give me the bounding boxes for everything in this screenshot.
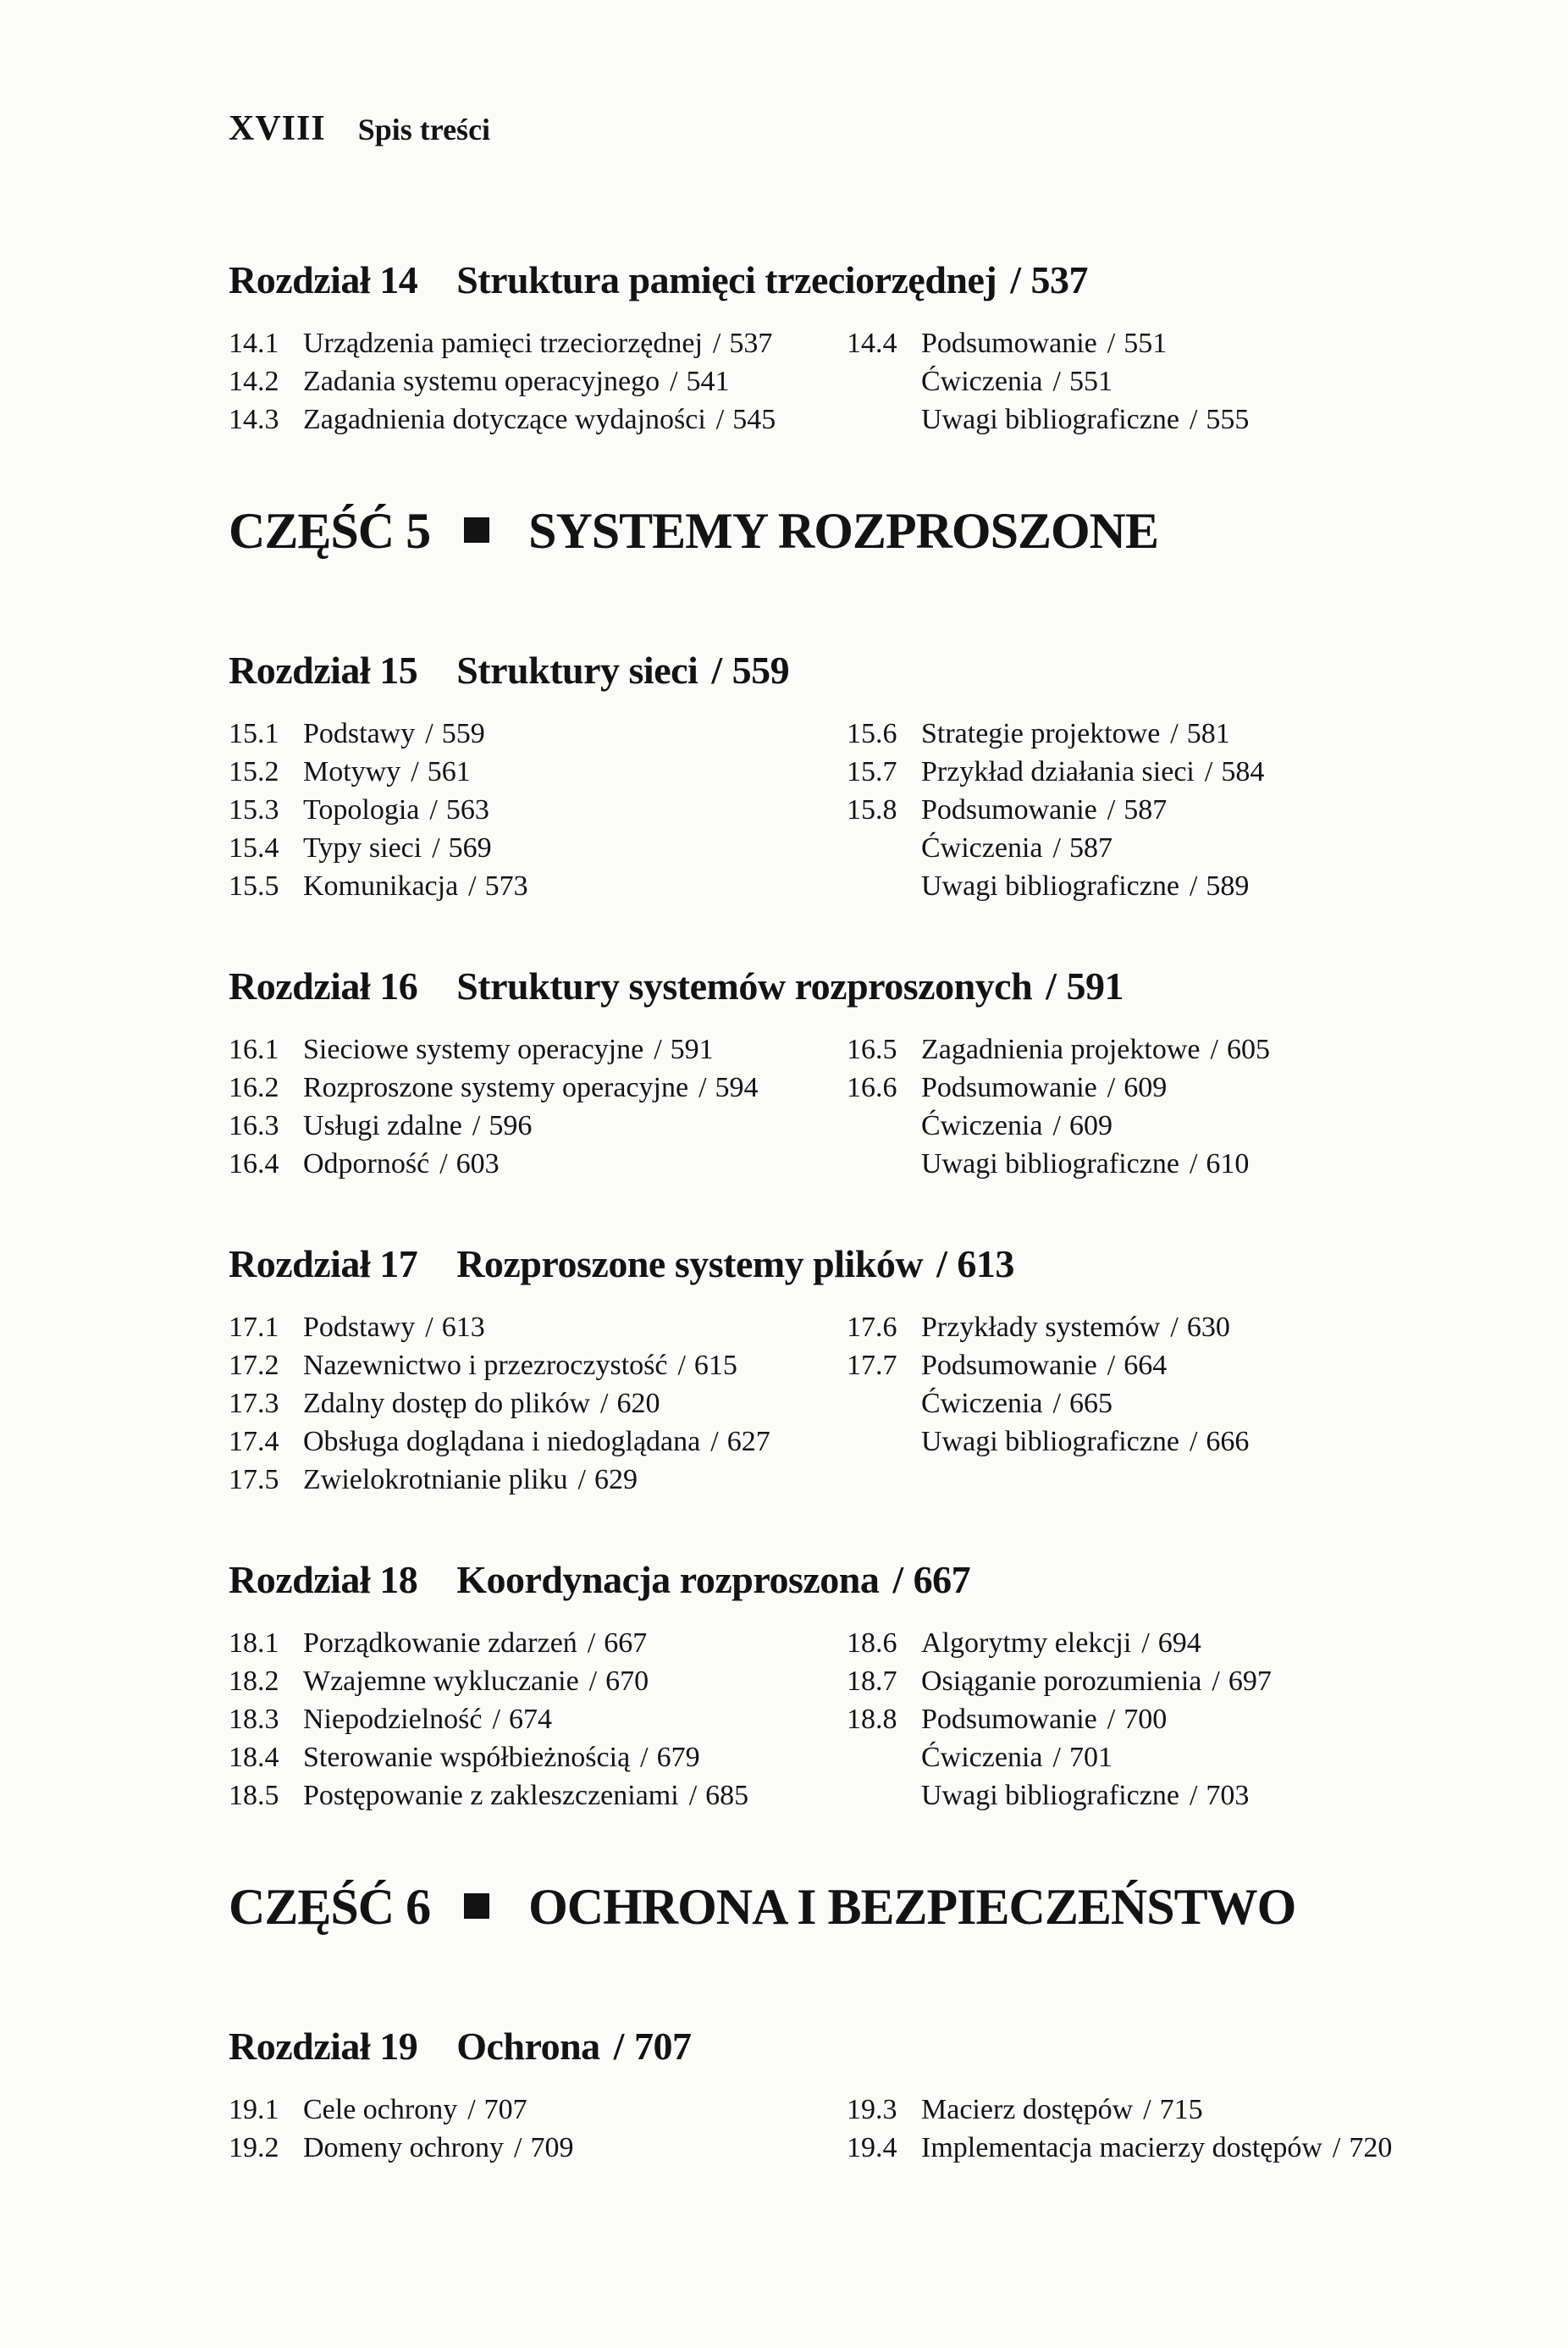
toc-entry-separator: /	[677, 1350, 686, 1381]
toc-chapter-section	[229, 1558, 1466, 1815]
toc-entry-title: Odporność	[303, 1148, 430, 1180]
toc-column-right	[847, 715, 1466, 905]
toc-entry-title: Zwielokrotnianie pliku	[303, 1464, 568, 1495]
toc-entry-separator: /	[698, 1072, 707, 1103]
toc-entry-number: 16.1	[229, 1034, 279, 1065]
toc-entry-separator: /	[1052, 832, 1061, 864]
toc-entry-separator: /	[432, 832, 440, 864]
chapter-title: Koordynacja rozproszona	[456, 1558, 880, 1601]
toc-entry-page: 610	[1206, 1148, 1250, 1180]
toc-entry-number: 16.5	[847, 1034, 897, 1065]
toc-column-right	[847, 1030, 1466, 1183]
page-header	[229, 108, 1466, 157]
chapter-label: Rozdział 17	[229, 1242, 418, 1285]
toc-entry-separator: /	[715, 404, 725, 435]
toc-entry-number: 18.7	[847, 1666, 897, 1697]
toc-entry-title: Niepodzielność	[303, 1704, 483, 1735]
toc-entry-number: 18.8	[847, 1704, 897, 1735]
toc-entry-number: 15.1	[229, 718, 279, 749]
toc-entry	[229, 1776, 847, 1815]
folio-page-number: XVIII	[229, 109, 326, 148]
chapter-entries	[229, 1624, 1466, 1815]
toc-entry-page: 679	[656, 1742, 700, 1773]
toc-entry-page: 715	[1159, 2094, 1203, 2125]
toc-entry-title: Topologia	[303, 794, 420, 826]
chapter-page: 613	[957, 1242, 1014, 1285]
toc-entry	[229, 2129, 847, 2167]
chapter-separator: /	[1046, 964, 1057, 1008]
chapter-heading	[229, 1242, 1466, 1286]
toc-entry	[847, 829, 1466, 867]
toc-entry-title: Podsumowanie	[921, 1350, 1097, 1381]
toc-entry-separator: /	[429, 794, 438, 826]
toc-entry	[847, 1346, 1466, 1384]
toc-entry-title: Implementacja macierzy dostępów	[921, 2132, 1322, 2163]
toc-entry-page: 664	[1124, 1350, 1168, 1381]
toc-entry-title: Domeny ochrony	[303, 2132, 505, 2163]
toc-entry-page: 587	[1068, 832, 1113, 864]
chapter-entries	[229, 715, 1466, 905]
toc-entry-title: Podsumowanie	[921, 328, 1097, 359]
toc-entry-page: 584	[1221, 756, 1265, 787]
toc-entry-separator: /	[587, 1627, 596, 1659]
toc-entry-page: 545	[732, 404, 776, 435]
toc-entry-number: 15.7	[847, 756, 897, 787]
toc-entry-number: 17.4	[229, 1426, 279, 1457]
toc-entry	[229, 2091, 847, 2129]
toc-entry-title: Podsumowanie	[921, 1704, 1097, 1735]
chapter-separator: /	[711, 649, 722, 692]
toc-entry-page: 707	[483, 2094, 527, 2125]
toc-entry-title: Osiąganie porozumienia	[921, 1666, 1202, 1697]
toc-entry-separator: /	[1143, 2094, 1151, 2125]
toc-entry-separator: /	[1170, 1312, 1179, 1343]
toc-entry-title: Zdalny dostęp do plików	[303, 1388, 591, 1419]
toc-entry-number: 16.4	[229, 1148, 279, 1180]
toc-entry-separator: /	[1170, 718, 1179, 749]
toc-entry-number: 15.2	[229, 756, 279, 787]
toc-entry-title: Podstawy	[303, 1312, 416, 1343]
chapter-title: Struktury systemów rozproszonych	[456, 964, 1033, 1008]
toc-entry-separator: /	[712, 328, 721, 359]
toc-column-left	[229, 1624, 847, 1815]
toc-entry-title: Podsumowanie	[921, 1072, 1097, 1103]
toc-entry-number: 19.4	[847, 2132, 897, 2163]
chapter-entries	[229, 1308, 1466, 1499]
chapter-separator: /	[936, 1242, 947, 1285]
toc-entry-separator: /	[600, 1388, 609, 1419]
toc-entry	[847, 1700, 1466, 1738]
toc-entry-page: 667	[604, 1627, 648, 1659]
part-title: SYSTEMY ROZPROSZONE	[528, 503, 1158, 559]
toc-entry-page: 630	[1186, 1312, 1230, 1343]
toc-entry-separator: /	[411, 756, 419, 787]
toc-entry-number: 14.3	[229, 404, 279, 435]
chapter-page: 537	[1030, 258, 1089, 301]
toc-entry-number: 17.5	[229, 1464, 279, 1495]
toc-entry-page: 569	[448, 832, 492, 864]
chapter-page: 559	[732, 649, 790, 692]
toc-entry-title: Zagadnienia projektowe	[921, 1034, 1201, 1065]
toc-chapter-section	[229, 258, 1466, 439]
toc-entry-page: 703	[1206, 1780, 1250, 1811]
toc-entry-separator: /	[1052, 1742, 1061, 1773]
toc-entry-page: 541	[686, 366, 730, 397]
toc-entry-page: 615	[693, 1350, 737, 1381]
toc-entry-title: Zadania systemu operacyjnego	[303, 366, 660, 397]
toc-entry-title: Ćwiczenia	[921, 1742, 1043, 1773]
toc-entry	[229, 1107, 847, 1145]
toc-entry-number: 17.7	[847, 1350, 897, 1381]
toc-entry-separator: /	[1107, 328, 1116, 359]
toc-entry-separator: /	[1189, 1148, 1198, 1180]
toc-entry-separator: /	[492, 1704, 500, 1735]
toc-entry-number: 17.1	[229, 1312, 279, 1343]
toc-entry-title: Urządzenia pamięci trzeciorzędnej	[303, 328, 703, 359]
toc-entry	[847, 401, 1466, 439]
toc-entry	[229, 1069, 847, 1107]
toc-entry	[847, 2091, 1466, 2129]
toc-entry-separator: /	[514, 2132, 522, 2163]
chapter-title: Ochrona	[456, 2025, 600, 2068]
toc-entry	[847, 2129, 1466, 2167]
toc-entry-page: 581	[1186, 718, 1230, 749]
toc-entry-page: 594	[715, 1072, 759, 1103]
toc-entry-number: 17.6	[847, 1312, 897, 1343]
toc-entry-number: 18.1	[229, 1627, 279, 1659]
chapter-label: Rozdział 15	[229, 649, 418, 692]
chapter-heading	[229, 2025, 1466, 2069]
toc-entry-title: Komunikacja	[303, 870, 459, 902]
chapter-entries	[229, 2091, 1466, 2167]
toc-entry-separator: /	[710, 1426, 719, 1457]
toc-entry-page: 697	[1228, 1666, 1272, 1697]
chapter-entries	[229, 1030, 1466, 1183]
toc-entry-title: Podsumowanie	[921, 794, 1097, 826]
toc-entry	[229, 753, 847, 791]
toc-entry-page: 620	[616, 1388, 660, 1419]
toc-entry-separator: /	[468, 870, 477, 902]
toc-entry	[847, 791, 1466, 829]
toc-entry-title: Usługi zdalne	[303, 1110, 462, 1141]
toc-entry-title: Typy sieci	[303, 832, 422, 864]
toc-entry	[847, 1624, 1466, 1662]
toc-entry-title: Zagadnienia dotyczące wydajności	[303, 404, 706, 435]
toc-entry-title: Sterowanie współbieżnością	[303, 1742, 631, 1773]
toc-chapter-section	[229, 964, 1466, 1183]
chapter-heading	[229, 649, 1466, 693]
toc-entry-title: Ćwiczenia	[921, 1388, 1043, 1419]
chapter-label: Rozdział 19	[229, 2025, 418, 2068]
part-label: CZĘŚĆ 6	[229, 1879, 431, 1935]
chapter-heading	[229, 258, 1466, 302]
toc-entry	[847, 753, 1466, 791]
toc-entry-title: Ćwiczenia	[921, 832, 1043, 864]
toc-entry	[847, 1776, 1466, 1815]
toc-entry-separator: /	[1107, 794, 1116, 826]
toc-entry	[229, 829, 847, 867]
toc-entry-number: 19.1	[229, 2094, 279, 2125]
toc-entry-separator: /	[640, 1742, 649, 1773]
toc-entry-number: 18.4	[229, 1742, 279, 1773]
chapter-label: Rozdział 18	[229, 1558, 418, 1601]
toc-part-heading	[229, 503, 1466, 572]
toc-entry-title: Nazewnictwo i przezroczystość	[303, 1350, 668, 1381]
toc-entry-number: 16.3	[229, 1110, 279, 1141]
toc-entry-separator: /	[425, 1312, 433, 1343]
toc-entry-separator: /	[688, 1780, 698, 1811]
toc-entry-separator: /	[654, 1034, 662, 1065]
toc-entry	[847, 362, 1466, 401]
toc-entry	[847, 1069, 1466, 1107]
toc-entry	[229, 1624, 847, 1662]
toc-entry-title: Porządkowanie zdarzeń	[303, 1627, 577, 1659]
toc-entry-title: Rozproszone systemy operacyjne	[303, 1072, 689, 1103]
toc-entry	[229, 1738, 847, 1776]
toc-column-left	[229, 715, 847, 905]
toc-sections	[229, 258, 1466, 2167]
toc-entry-page: 613	[441, 1312, 485, 1343]
toc-entry-number: 17.2	[229, 1350, 279, 1381]
toc-entry-number: 19.3	[847, 2094, 897, 2125]
toc-chapter-section	[229, 649, 1466, 905]
toc-entry-separator: /	[670, 366, 678, 397]
toc-entry-page: 694	[1157, 1627, 1201, 1659]
toc-entry-title: Motywy	[303, 756, 401, 787]
chapter-entries	[229, 324, 1466, 439]
part-title: OCHRONA I BEZPIECZEŃSTWO	[528, 1879, 1296, 1935]
toc-chapter-section	[229, 1242, 1466, 1499]
page-header-title: Spis treści	[357, 113, 491, 146]
toc-entry-title: Przykład działania sieci	[921, 756, 1195, 787]
chapter-title: Rozproszone systemy plików	[456, 1242, 924, 1285]
toc-entry-number: 18.3	[229, 1704, 279, 1735]
chapter-label: Rozdział 16	[229, 964, 418, 1008]
toc-column-right	[847, 1624, 1466, 1815]
toc-entry-title: Uwagi bibliograficzne	[921, 870, 1179, 902]
toc-entry-number: 15.3	[229, 794, 279, 826]
toc-entry-title: Uwagi bibliograficzne	[921, 404, 1179, 435]
square-bullet-icon	[464, 517, 489, 543]
toc-entry-page: 609	[1068, 1110, 1113, 1141]
toc-entry-page: 609	[1124, 1072, 1168, 1103]
toc-column-left	[229, 324, 847, 439]
toc-entry	[229, 1030, 847, 1069]
toc-entry-page: 670	[605, 1666, 649, 1697]
toc-entry-page: 603	[455, 1148, 500, 1180]
toc-entry	[847, 1384, 1466, 1423]
chapter-heading	[229, 964, 1466, 1008]
toc-entry-title: Strategie projektowe	[921, 718, 1161, 749]
toc-entry-title: Cele ochrony	[303, 2094, 458, 2125]
toc-entry-number: 18.6	[847, 1627, 897, 1659]
chapter-title: Struktura pamięci trzeciorzędnej	[456, 258, 997, 301]
toc-entry-number: 15.8	[847, 794, 897, 826]
toc-entry-number: 15.6	[847, 718, 897, 749]
toc-entry	[847, 1662, 1466, 1700]
toc-entry-separator: /	[1052, 1110, 1061, 1141]
toc-entry-number: 18.2	[229, 1666, 279, 1697]
toc-entry-page: 555	[1206, 404, 1250, 435]
toc-entry-title: Macierz dostępów	[921, 2094, 1134, 2125]
toc-entry	[847, 1145, 1466, 1183]
toc-entry-page: 701	[1068, 1742, 1113, 1773]
toc-entry-number: 18.5	[229, 1780, 279, 1811]
toc-entry-page: 627	[726, 1426, 770, 1457]
toc-entry-page: 551	[1068, 366, 1113, 397]
toc-entry-separator: /	[1204, 756, 1213, 787]
chapter-page: 591	[1066, 964, 1124, 1008]
toc-entry-separator: /	[439, 1148, 448, 1180]
toc-entry-title: Wzajemne wykluczanie	[303, 1666, 579, 1697]
toc-entry	[229, 1662, 847, 1700]
toc-part-heading	[229, 1879, 1466, 1948]
toc-entry-separator: /	[1052, 366, 1061, 397]
toc-entry-separator: /	[1210, 1034, 1218, 1065]
toc-entry-page: 666	[1206, 1426, 1250, 1457]
toc-entry	[229, 324, 847, 362]
toc-entry-separator: /	[467, 2094, 476, 2125]
toc-chapter-section	[229, 2025, 1466, 2167]
toc-entry-separator: /	[1052, 1388, 1061, 1419]
toc-entry	[229, 715, 847, 753]
chapter-label: Rozdział 14	[229, 258, 418, 301]
toc-entry	[847, 1738, 1466, 1776]
toc-entry-number: 16.6	[847, 1072, 897, 1103]
part-label: CZĘŚĆ 5	[229, 503, 431, 559]
toc-entry	[847, 1423, 1466, 1461]
toc-entry-title: Uwagi bibliograficzne	[921, 1148, 1179, 1180]
toc-entry	[229, 362, 847, 401]
toc-entry-separator: /	[1107, 1704, 1116, 1735]
toc-entry-separator: /	[1107, 1072, 1116, 1103]
chapter-separator: /	[892, 1558, 903, 1601]
chapter-page: 667	[913, 1558, 971, 1601]
toc-entry	[229, 1145, 847, 1183]
toc-entry	[229, 791, 847, 829]
toc-entry	[229, 1700, 847, 1738]
toc-entry-page: 674	[508, 1704, 552, 1735]
toc-entry-separator: /	[588, 1666, 598, 1697]
toc-column-left	[229, 1308, 847, 1499]
toc-entry-separator: /	[1189, 870, 1198, 902]
toc-entry-separator: /	[1189, 1426, 1198, 1457]
toc-entry-number: 14.2	[229, 366, 279, 397]
toc-entry	[229, 1346, 847, 1384]
toc-entry-number: 15.5	[229, 870, 279, 902]
toc-entry-separator: /	[1212, 1666, 1220, 1697]
toc-entry-page: 573	[484, 870, 528, 902]
toc-entry-number: 14.1	[229, 328, 279, 359]
toc-entry-separator: /	[472, 1110, 481, 1141]
toc-entry	[847, 324, 1466, 362]
toc-entry-page: 587	[1124, 794, 1168, 826]
toc-entry-page: 629	[594, 1464, 638, 1495]
chapter-separator: /	[613, 2025, 624, 2068]
toc-entry-page: 685	[705, 1780, 749, 1811]
toc-entry-separator: /	[1189, 404, 1198, 435]
toc-entry-page: 537	[729, 328, 773, 359]
toc-entry-page: 559	[441, 718, 485, 749]
toc-entry-title: Podstawy	[303, 718, 416, 749]
toc-entry	[229, 401, 847, 439]
toc-entry	[229, 867, 847, 905]
toc-entry-title: Uwagi bibliograficzne	[921, 1780, 1179, 1811]
toc-column-left	[229, 2091, 847, 2167]
toc-entry-title: Ćwiczenia	[921, 1110, 1043, 1141]
toc-entry-title: Sieciowe systemy operacyjne	[303, 1034, 644, 1065]
toc-entry	[229, 1461, 847, 1499]
toc-entry-title: Przykłady systemów	[921, 1312, 1161, 1343]
toc-entry-page: 709	[530, 2132, 574, 2163]
toc-entry-page: 605	[1226, 1034, 1270, 1065]
toc-entry-page: 589	[1206, 870, 1250, 902]
toc-entry	[847, 715, 1466, 753]
toc-entry-separator: /	[1107, 1350, 1116, 1381]
toc-entry-separator: /	[425, 718, 433, 749]
toc-entry-title: Postępowanie z zakleszczeniami	[303, 1780, 679, 1811]
toc-entry-separator: /	[577, 1464, 586, 1495]
toc-entry-page: 700	[1124, 1704, 1168, 1735]
chapter-page: 707	[633, 2025, 692, 2068]
toc-column-right	[847, 2091, 1466, 2167]
chapter-title: Struktury sieci	[456, 649, 698, 692]
toc-entry	[847, 867, 1466, 905]
toc-entry-number: 14.4	[847, 328, 897, 359]
toc-entry-title: Obsługa doglądana i niedoglądana	[303, 1426, 701, 1457]
toc-entry-page: 591	[670, 1034, 714, 1065]
toc-entry-separator: /	[1189, 1780, 1198, 1811]
toc-entry-title: Uwagi bibliograficzne	[921, 1426, 1179, 1457]
toc-column-left	[229, 1030, 847, 1183]
toc-entry-page: 720	[1349, 2132, 1393, 2163]
toc-entry-separator: /	[1141, 1627, 1150, 1659]
toc-entry-page: 561	[427, 756, 471, 787]
toc-entry	[847, 1030, 1466, 1069]
toc-entry-number: 19.2	[229, 2132, 279, 2163]
toc-entry	[229, 1384, 847, 1423]
toc-entry-page: 551	[1124, 328, 1168, 359]
toc-entry-number: 15.4	[229, 832, 279, 864]
toc-entry-title: Algorytmy elekcji	[921, 1627, 1132, 1659]
toc-entry	[229, 1308, 847, 1346]
toc-entry-title: Ćwiczenia	[921, 366, 1043, 397]
chapter-separator: /	[1010, 258, 1021, 301]
toc-entry-number: 17.3	[229, 1388, 279, 1419]
toc-entry-page: 665	[1068, 1388, 1113, 1419]
toc-entry	[847, 1107, 1466, 1145]
toc-entry-separator: /	[1332, 2132, 1341, 2163]
toc-entry-number: 16.2	[229, 1072, 279, 1103]
toc-column-right	[847, 1308, 1466, 1461]
toc-entry	[847, 1308, 1466, 1346]
chapter-heading	[229, 1558, 1466, 1602]
toc-column-right	[847, 324, 1466, 439]
toc-entry-page: 563	[445, 794, 489, 826]
toc-entry-page: 596	[489, 1110, 533, 1141]
square-bullet-icon	[464, 1893, 489, 1919]
toc-entry	[229, 1423, 847, 1461]
